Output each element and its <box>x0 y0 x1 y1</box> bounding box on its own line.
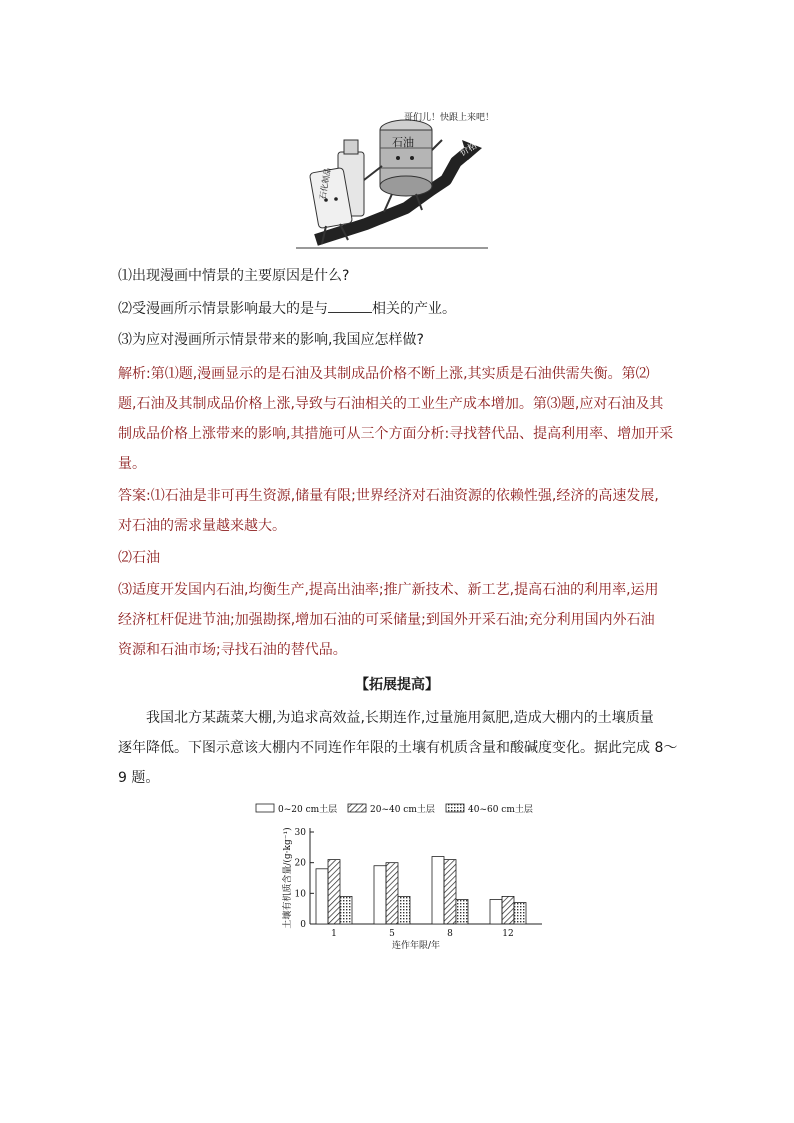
x-tick-label: 5 <box>389 929 395 939</box>
x-tick-label: 1 <box>331 929 337 939</box>
question-1: ⑴出现漫画中情景的主要原因是什么? <box>118 268 350 284</box>
answer-line: 经济杠杆促进节油;加强勘探,增加石油的可采储量;到国外开采石油;充分利用国内外石油 <box>118 612 655 628</box>
cartoon-caption: 哥们儿！快跟上来吧！ <box>404 113 495 123</box>
answer-line: ⑶适度开发国内石油,均衡生产,提高出油率;推广新技术、新工艺,提高石油的利用率,运用 <box>118 582 659 598</box>
legend-label: 0~20 cm土层 <box>278 805 338 815</box>
answer-line: ⑵石油 <box>118 550 160 566</box>
y-tick-label: 0 <box>300 920 306 930</box>
bar <box>316 869 328 924</box>
question-2-post: 相关的产业。 <box>372 301 456 317</box>
bar <box>514 903 526 924</box>
answer-line: 资源和石油市场;寻找石油的替代品。 <box>118 642 347 658</box>
soil-organic-matter-chart <box>250 798 560 958</box>
answer-blank <box>328 298 372 313</box>
question-2 <box>118 298 456 319</box>
legend-swatch <box>446 804 464 812</box>
y-tick-label: 30 <box>294 828 306 838</box>
bar <box>432 857 444 924</box>
answer-line: 对石油的需求量越来越大。 <box>118 518 286 534</box>
bar <box>386 863 398 924</box>
chem-label: 石化制品 <box>318 167 333 201</box>
intro-line: 逐年降低。下图示意该大棚内不同连作年限的土壤有机质含量和酸碱度变化。据此完成 8～ <box>118 740 678 756</box>
intro-line: 我国北方某蔬菜大棚,为追求高效益,长期连作,过量施用氮肥,造成大棚内的土壤质量 <box>146 710 654 726</box>
oil-label: 石油 <box>392 136 414 149</box>
legend-swatch <box>348 804 366 812</box>
x-tick-label: 12 <box>502 929 514 939</box>
legend-label: 20~40 cm土层 <box>370 805 435 815</box>
legend-swatch <box>256 804 274 812</box>
bar <box>374 866 386 924</box>
bar <box>490 899 502 924</box>
question-3: ⑶为应对漫画所示情景带来的影响,我国应怎样做? <box>118 332 424 348</box>
answer-line: 答案:⑴石油是非可再生资源,储量有限;世界经济对石油资源的依赖性强,经济的高速发展, <box>118 488 659 504</box>
y-tick-label: 20 <box>294 858 306 869</box>
intro-line: 9 题。 <box>118 770 160 786</box>
analysis-line: 量。 <box>118 456 146 472</box>
question-2-pre: ⑵受漫画所示情景影响最大的是与 <box>118 301 328 317</box>
x-tick-label: 8 <box>447 929 453 939</box>
bar <box>444 860 456 924</box>
bar <box>456 899 468 924</box>
analysis-line: 题,石油及其制成品价格上涨,导致与石油相关的工业生产成本增加。第⑶题,应对石油及其 <box>118 396 664 412</box>
y-tick-label: 10 <box>294 889 306 900</box>
bar <box>340 896 352 924</box>
bar <box>328 860 340 924</box>
x-axis-label: 连作年限/年 <box>391 941 441 951</box>
section-title: 【拓展提高】 <box>355 677 439 693</box>
chart-svg <box>250 798 560 958</box>
analysis-line: 制成品价格上涨带来的影响,其措施可从三个方面分析:寻找替代品、提高利用率、增加开采 <box>118 426 674 442</box>
price-label: 价格 <box>458 140 480 159</box>
analysis-line: 解析:第⑴题,漫画显示的是石油及其制成品价格不断上涨,其实质是石油供需失衡。第⑵ <box>118 366 650 382</box>
bar <box>398 896 410 924</box>
y-axis-label: 土壤有机质含量/(g·kg⁻¹) <box>283 827 293 929</box>
bar <box>502 896 514 924</box>
legend-label: 40~60 cm土层 <box>468 805 533 815</box>
